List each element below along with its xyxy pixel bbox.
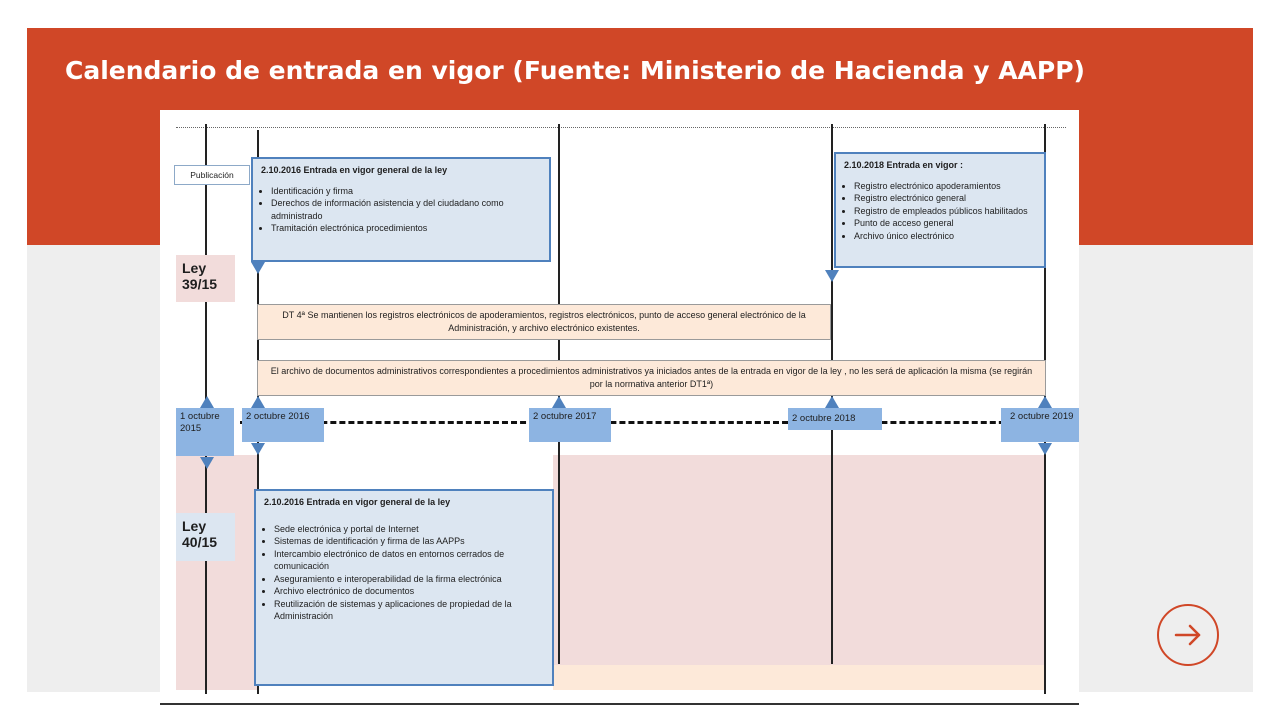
list-item: • Aseguramiento e interoperabilidad de la firma electrónica bbox=[274, 573, 544, 586]
list-item: • Sistemas de identificación y firma de las AAPPs bbox=[274, 535, 544, 548]
date-2017: 2 octubre 2017 bbox=[529, 408, 611, 442]
publicacion-label: Publicación bbox=[174, 165, 250, 185]
list-item: • Registro electrónico apoderamientos bbox=[854, 180, 1036, 193]
list-item: • Archivo único electrónico bbox=[854, 230, 1036, 243]
pointer-2019-down bbox=[1038, 443, 1052, 455]
pointer-2015-up bbox=[200, 396, 214, 408]
list-item: • Archivo electrónico de documentos bbox=[274, 585, 544, 598]
ley-39-line2: 39/15 bbox=[182, 276, 218, 292]
slide-title: Calendario de entrada en vigor (Fuente: Ministerio de Hacienda y AAPP) bbox=[65, 56, 1085, 85]
list-item: • Tramitación electrónica procedimientos bbox=[271, 222, 541, 235]
box-2016-ley39-list bbox=[261, 185, 541, 235]
arrow-right-circle-icon bbox=[1171, 618, 1205, 652]
list-item: • Punto de acceso general bbox=[854, 217, 1036, 230]
dt4-note: DT 4ª Se mantienen los registros electrónicos de apoderamientos, registros electrónicos, punto de acceso general electrónico de la Administración, y archivo electrónico existentes. bbox=[257, 304, 831, 340]
box-2016-ley40-heading: 2.10.2016 Entrada en vigor general de la ley bbox=[264, 497, 451, 507]
archivo-note: El archivo de documentos administrativos correspondientes a procedimientos administrativos ya iniciados antes de la entrada en vigor de la ley , no les será de aplicación la misma (se regirán por la normativa anterior DT1ª) bbox=[257, 360, 1046, 396]
pointer-2016-up bbox=[251, 396, 265, 408]
top-dotted-line bbox=[176, 127, 1066, 128]
pointer-2019-up bbox=[1038, 396, 1052, 408]
pointer-2018-up bbox=[825, 396, 839, 408]
ley40-band-right bbox=[833, 455, 1045, 665]
pointer-2017-up bbox=[552, 396, 566, 408]
list-item: • Intercambio electrónico de datos en entornos cerrados de comunicación bbox=[274, 548, 544, 573]
ley40-band-left bbox=[176, 455, 259, 690]
box-2018-list bbox=[844, 180, 1036, 243]
box-2018-heading: 2.10.2018 Entrada en vigor : bbox=[844, 160, 964, 170]
list-item: • Registro de empleados públicos habilitados bbox=[854, 205, 1036, 218]
list-item: • Sede electrónica y portal de Internet bbox=[274, 523, 544, 536]
next-slide-button[interactable] bbox=[1157, 604, 1219, 666]
ley-40-label bbox=[176, 513, 235, 561]
bottom-rule bbox=[160, 703, 1079, 705]
date-2015: 1 octubre 2015 bbox=[176, 408, 234, 456]
box-2018 bbox=[834, 152, 1046, 268]
list-item: • Registro electrónico general bbox=[854, 192, 1036, 205]
box-2016-ley39 bbox=[251, 157, 551, 262]
timeline-dashed-line bbox=[240, 421, 1050, 424]
ley40-bottom-strip bbox=[553, 665, 1045, 690]
ley-39-line1: Ley bbox=[182, 260, 207, 276]
ley-40-line1: Ley bbox=[182, 518, 207, 534]
ley-39-label bbox=[176, 255, 235, 302]
pointer-2016-down bbox=[251, 443, 265, 455]
ley40-band-middle bbox=[553, 455, 833, 665]
list-item: • Identificación y firma bbox=[271, 185, 541, 198]
date-2018: 2 octubre 2018 bbox=[788, 408, 882, 430]
box-2016-ley40-list bbox=[264, 523, 544, 623]
list-item: • Derechos de información asistencia y del ciudadano como administrado bbox=[271, 197, 541, 222]
pointer-2018-top bbox=[825, 270, 839, 282]
ley-40-line2: 40/15 bbox=[182, 534, 218, 550]
box-2016-ley40 bbox=[254, 489, 554, 686]
pointer-2016-top bbox=[251, 262, 265, 274]
pointer-2015-down bbox=[200, 457, 214, 469]
date-2016: 2 octubre 2016 bbox=[242, 408, 324, 442]
list-item: • Reutilización de sistemas y aplicaciones de propiedad de la Administración bbox=[274, 598, 544, 623]
timeline-diagram bbox=[160, 110, 1079, 703]
date-2019: 2 octubre 2019 bbox=[1001, 408, 1079, 442]
box-2016-ley39-heading: 2.10.2016 Entrada en vigor general de la ley bbox=[261, 165, 448, 175]
